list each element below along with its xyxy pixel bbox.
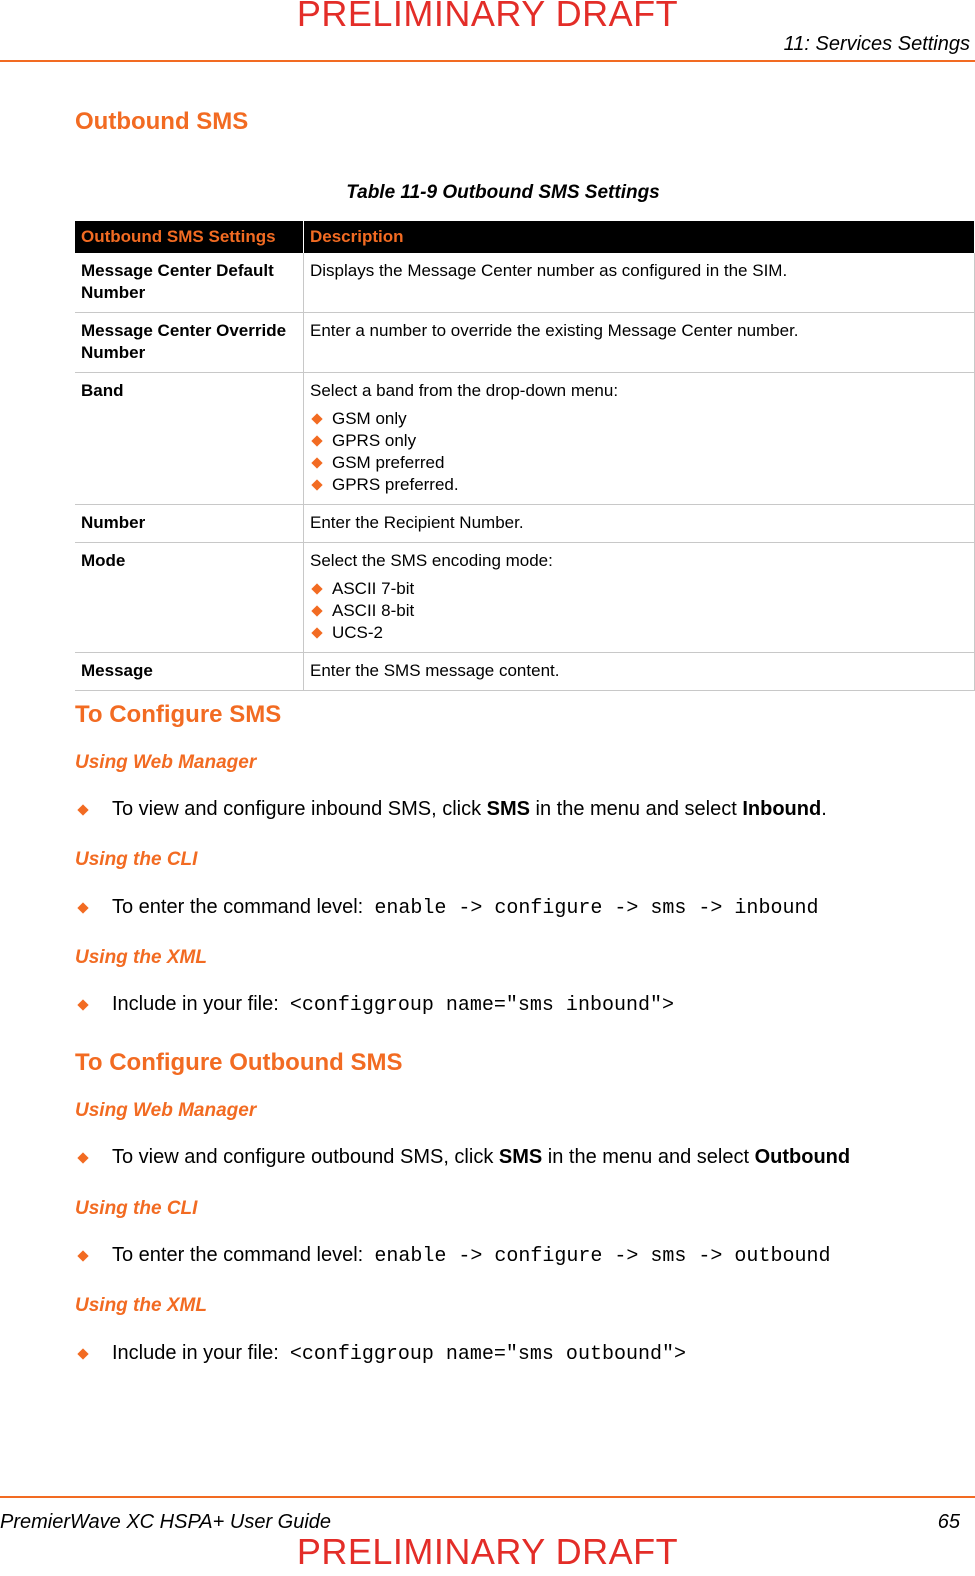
setting-description: Enter a number to override the existing Message Center number. (304, 313, 975, 373)
configure-outbound-title: To Configure Outbound SMS (75, 1049, 403, 1076)
footer-title: PremierWave XC HSPA+ User Guide (0, 1511, 332, 1533)
xml-heading: Using the XML (75, 947, 207, 968)
watermark-top: PRELIMINARY DRAFT (296, 0, 679, 34)
setting-description (304, 373, 975, 505)
diamond-bullet-icon (77, 902, 88, 913)
setting-description: Displays the Message Center number as configured in the SIM. (304, 253, 975, 313)
list-item (310, 408, 968, 430)
cli-heading: Using the CLI (75, 1198, 198, 1219)
web-manager-heading: Using Web Manager (75, 752, 257, 773)
table-row (75, 543, 975, 653)
web-manager-heading: Using Web Manager (75, 1100, 257, 1121)
diamond-bullet-icon (311, 457, 322, 468)
band-options-list (310, 408, 968, 496)
list-item (310, 452, 968, 474)
list-item-text: GSM only (332, 409, 407, 428)
table-row (75, 373, 975, 505)
instruction-text: To enter the command level: enable -> configure -> sms -> outbound (112, 1244, 831, 1268)
settings-table (75, 221, 975, 691)
setting-description: Enter the Recipient Number. (304, 505, 975, 543)
instruction-text: Include in your file: <configgroup name="sms outbound"> (112, 1342, 686, 1366)
list-item-text: ASCII 7-bit (332, 579, 415, 598)
menu-inbound-label: Inbound (742, 798, 822, 820)
setting-name: Message (75, 653, 304, 691)
list-item (310, 578, 968, 600)
diamond-bullet-icon (77, 999, 88, 1010)
list-item-text: GPRS preferred. (332, 475, 459, 494)
mode-options-list (310, 578, 968, 644)
list-item (310, 600, 968, 622)
table-header-row (75, 221, 975, 253)
cli-command: enable -> configure -> sms -> inbound (374, 897, 819, 920)
menu-outbound-label: Outbound (754, 1146, 851, 1168)
diamond-bullet-icon (311, 605, 322, 616)
instruction-text: To view and configure outbound SMS, click SMS in the menu and select Outbound (112, 1146, 851, 1168)
xml-snippet: <configgroup name="sms inbound"> (289, 994, 674, 1017)
cli-command: enable -> configure -> sms -> outbound (374, 1245, 831, 1268)
column-header-settings: Outbound SMS Settings (75, 221, 304, 253)
list-item-text: ASCII 8-bit (332, 601, 415, 620)
chapter-header: 11: Services Settings (783, 33, 970, 55)
diamond-bullet-icon (311, 627, 322, 638)
header-rule (0, 60, 975, 62)
list-item (310, 622, 968, 644)
xml-heading: Using the XML (75, 1295, 207, 1316)
diamond-bullet-icon (77, 1348, 88, 1359)
instruction-text: To view and configure inbound SMS, click SMS in the menu and select Inbound. (112, 798, 827, 820)
list-item-text: GPRS only (332, 431, 417, 450)
table-caption: Table 11-9 Outbound SMS Settings (346, 182, 660, 203)
table-row (75, 253, 975, 313)
table-row (75, 653, 975, 691)
setting-name: Number (75, 505, 304, 543)
page-number: 65 (937, 1511, 960, 1533)
setting-name: Message Center Override Number (75, 313, 304, 373)
diamond-bullet-icon (311, 479, 322, 490)
table-row (75, 313, 975, 373)
list-item (310, 474, 968, 496)
footer-rule (0, 1496, 975, 1498)
list-item-text: UCS-2 (332, 623, 384, 642)
diamond-bullet-icon (311, 435, 322, 446)
diamond-bullet-icon (311, 413, 322, 424)
setting-name: Message Center Default Number (75, 253, 304, 313)
instruction-text: To enter the command level: enable -> configure -> sms -> inbound (112, 896, 819, 920)
setting-name: Mode (75, 543, 304, 653)
list-item-text: GSM preferred (332, 453, 445, 472)
setting-name: Band (75, 373, 304, 505)
watermark-bottom: PRELIMINARY DRAFT (296, 1531, 679, 1572)
diamond-bullet-icon (311, 583, 322, 594)
setting-description: Enter the SMS message content. (304, 653, 975, 691)
diamond-bullet-icon (77, 1250, 88, 1261)
table-row (75, 505, 975, 543)
menu-sms-label: SMS (486, 798, 530, 820)
setting-description-text: Select a band from the drop-down menu: (310, 381, 619, 400)
instruction-text: Include in your file: <configgroup name="sms inbound"> (112, 993, 674, 1017)
setting-description-text: Select the SMS encoding mode: (310, 551, 553, 570)
section-title: Outbound SMS (75, 108, 249, 135)
configure-sms-title: To Configure SMS (75, 701, 282, 728)
list-item (310, 430, 968, 452)
xml-snippet: <configgroup name="sms outbound"> (289, 1343, 686, 1366)
diamond-bullet-icon (77, 804, 88, 815)
setting-description (304, 543, 975, 653)
column-header-description: Description (304, 221, 975, 253)
cli-heading: Using the CLI (75, 849, 198, 870)
menu-sms-label: SMS (498, 1146, 543, 1168)
diamond-bullet-icon (77, 1152, 88, 1163)
